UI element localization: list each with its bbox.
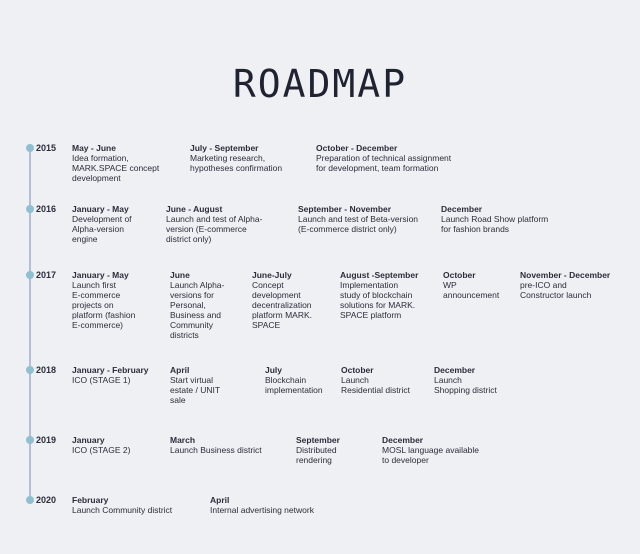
milestone-description: Launch Shopping district (434, 375, 497, 395)
milestone-entry (340, 270, 418, 320)
milestone-description: Idea formation, MARK.SPACE concept development (72, 153, 160, 183)
milestone-description: Launch Business district (170, 445, 262, 455)
year-label: 2016 (36, 204, 57, 214)
milestone-period: October (341, 365, 374, 375)
milestone-entry (166, 204, 262, 244)
milestone-period: September - November (298, 204, 392, 214)
milestone-period: March (170, 435, 196, 445)
year-label: 2019 (36, 435, 57, 445)
milestone-period: July (265, 365, 283, 375)
milestone-period: September (296, 435, 340, 445)
milestone-period: May - June (72, 143, 116, 153)
milestone-entry (265, 365, 323, 395)
milestone-description: MOSL language available to developer (382, 445, 480, 465)
timeline-dot (26, 436, 34, 444)
milestone-description: Blockchain implementation (265, 375, 323, 395)
milestone-description: Concept development decentralization platform MARK. SPACE (252, 280, 312, 330)
milestone-entry (72, 270, 135, 330)
milestone-description: Implementation study of blockchain solutions for MARK. SPACE platform (340, 280, 416, 320)
milestone-description: Internal advertising network (210, 505, 314, 515)
milestone-entry (72, 495, 172, 515)
year-label: 2015 (36, 143, 57, 153)
milestone-description: ICO (STAGE 2) (72, 445, 131, 455)
milestone-entry (170, 435, 262, 455)
milestone-period: November - December (520, 270, 611, 280)
milestone-description: Preparation of technical assignment for development, team formation (316, 153, 452, 173)
milestone-period: December (441, 204, 483, 214)
milestone-description: Launch Community district (72, 505, 173, 515)
milestone-period: December (382, 435, 424, 445)
milestone-entry (72, 435, 130, 455)
milestone-entry (341, 365, 410, 395)
milestone-description: Launch Road Show platform for fashion brands (441, 214, 549, 234)
milestone-period: July - September (190, 143, 259, 153)
milestone-description: Development of Alpha-version engine (72, 214, 132, 244)
year-label: 2018 (36, 365, 57, 375)
timeline-dot (26, 205, 34, 213)
milestone-description: Marketing research, hypotheses confirmation (190, 153, 283, 173)
milestone-description: Launch Alpha- versions for Personal, Business and Community districts (170, 280, 225, 340)
timeline-dot (26, 496, 34, 504)
milestone-entry (443, 270, 499, 300)
milestone-description: ICO (STAGE 1) (72, 375, 131, 385)
milestone-entry (298, 204, 418, 234)
milestone-description: Launch and test of Beta-version (E-commerce district only) (298, 214, 419, 234)
year-label: 2017 (36, 270, 57, 280)
milestone-entry (296, 435, 340, 465)
milestone-entry (520, 270, 610, 300)
milestone-entry (210, 495, 314, 515)
milestone-entry (72, 143, 159, 183)
milestone-entry (170, 365, 220, 405)
milestone-entry (252, 270, 312, 330)
milestone-period: August -September (340, 270, 419, 280)
milestone-period: February (72, 495, 109, 505)
milestone-period: January - May (72, 204, 129, 214)
year-label: 2020 (36, 495, 57, 505)
milestone-period: June-July (252, 270, 292, 280)
timeline-dot (26, 144, 34, 152)
milestone-entry (434, 365, 497, 395)
milestone-entry (441, 204, 548, 234)
milestone-entry (316, 143, 451, 173)
roadmap-title: ROADMAP (232, 62, 408, 106)
milestone-period: October (443, 270, 476, 280)
milestone-period: January - February (72, 365, 149, 375)
milestone-period: April (170, 365, 190, 375)
milestone-period: January (72, 435, 105, 445)
milestone-description: Launch Residential district (341, 375, 410, 395)
milestone-entry (190, 143, 282, 173)
milestone-period: October - December (316, 143, 398, 153)
timeline-dot (26, 366, 34, 374)
milestone-entry (72, 365, 149, 385)
milestone-period: April (210, 495, 230, 505)
milestone-description: pre-ICO and Constructor launch (520, 280, 592, 300)
milestone-period: December (434, 365, 476, 375)
milestone-description: Start virtual estate / UNIT sale (170, 375, 221, 405)
milestone-period: June - August (166, 204, 223, 214)
milestone-description: WP announcement (443, 280, 500, 300)
milestone-period: June (170, 270, 190, 280)
milestone-description: Launch first E-commerce projects on platform (fashion E-commerce) (72, 280, 136, 330)
milestone-description: Distributed rendering (296, 445, 337, 465)
milestone-period: January - May (72, 270, 129, 280)
timeline-dot (26, 271, 34, 279)
milestone-entry (170, 270, 224, 340)
milestone-entry (72, 204, 132, 244)
milestone-entry (382, 435, 479, 465)
milestone-description: Launch and test of Alpha- version (E-commerce district only) (166, 214, 263, 244)
timeline-line (29, 147, 31, 499)
